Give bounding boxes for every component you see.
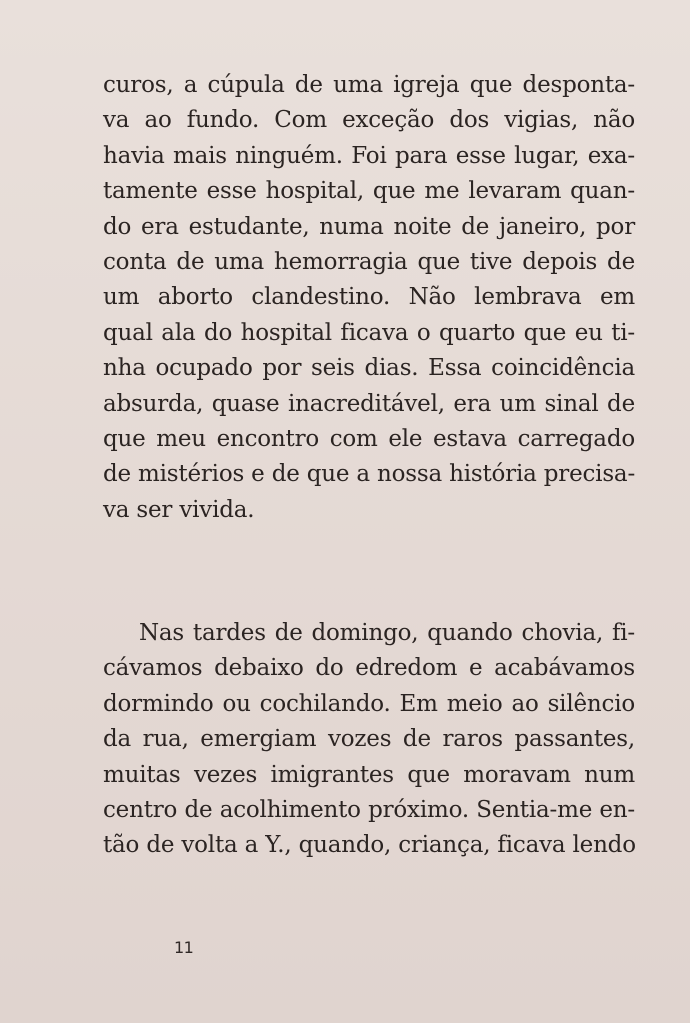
text-line: centro de acolhimento próximo. Sentia-me en- — [103, 797, 635, 824]
text-line: da rua, emergiam vozes de raros passantes, — [103, 726, 635, 753]
text-line: Nas tardes de domingo, quando chovia, fi- — [139, 620, 635, 646]
text-line: muitas vezes imigrantes que moravam num — [103, 761, 635, 788]
page-number: 11 — [174, 938, 194, 957]
text-line: tamente esse hospital, que me levaram quan- — [103, 178, 635, 205]
text-line: havia mais ninguém. Foi para esse lugar, exa- — [103, 142, 635, 169]
text-line: va ser vivida. — [103, 496, 255, 523]
text-line: va ao fundo. Com exceção dos vigias, não — [103, 107, 635, 134]
text-line: conta de uma hemorragia que tive depois de — [103, 249, 635, 276]
paragraph-2 — [103, 616, 635, 864]
text-line: que meu encontro com ele estava carregado — [103, 426, 635, 453]
text-line: qual ala do hospital ficava o quarto que eu ti- — [103, 319, 635, 346]
text-line: do era estudante, numa noite de janeiro, por — [103, 213, 635, 240]
text-line: curos, a cúpula de uma igreja que desponta- — [103, 72, 635, 98]
text-line: nha ocupado por seis dias. Essa coincidência — [103, 355, 635, 382]
text-line: cávamos debaixo do edredom e acabávamos — [103, 655, 635, 682]
text-line: tão de volta a Y., quando, criança, ficava lendo — [103, 832, 636, 859]
text-line: dormindo ou cochilando. Em meio ao silêncio — [103, 690, 635, 717]
text-line: um aborto clandestino. Não lembrava em — [103, 284, 635, 311]
text-line: absurda, quase inacreditável, era um sinal de — [103, 390, 635, 417]
text-line: de mistérios e de que a nossa história precisa- — [103, 461, 636, 488]
paragraph-1 — [103, 68, 635, 528]
